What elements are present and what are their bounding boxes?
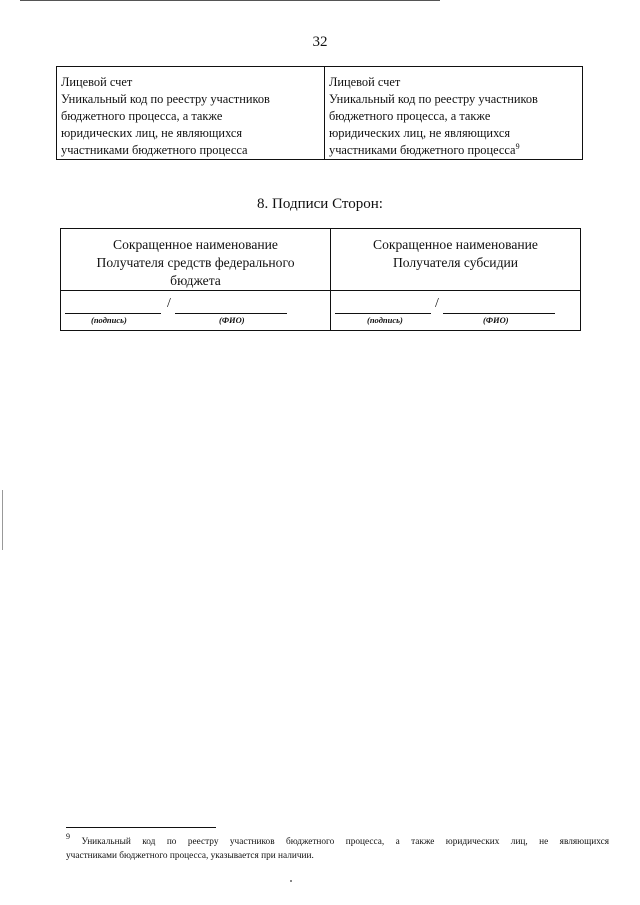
account-details-right-cell <box>325 67 582 159</box>
account-details-left-cell <box>57 67 325 159</box>
footnote <box>66 832 609 863</box>
header-line: Получателя средств федерального <box>96 255 295 270</box>
signature-line <box>65 313 161 314</box>
name-line <box>175 313 287 314</box>
account-line: Лицевой счет <box>61 75 133 89</box>
signature-caption: (подпись) <box>367 315 403 325</box>
top-rule <box>20 0 440 1</box>
account-line: Уникальный код по реестру участников <box>61 92 270 106</box>
header-line: бюджета <box>170 273 221 288</box>
header-line: Сокращенное наименование <box>373 237 538 252</box>
account-line: юридических лиц, не являющихся <box>329 126 511 140</box>
footnote-line <box>66 832 609 849</box>
account-line: бюджетного процесса, а также <box>329 109 491 123</box>
footnote-number: 9 <box>66 832 70 841</box>
footnote-rule <box>66 827 216 828</box>
account-line: Лицевой счет <box>329 75 401 89</box>
account-line: юридических лиц, не являющихся <box>61 126 243 140</box>
footnote-text: Уникальный код по реестру участников бюджетного процесса, а также юридических лиц, не являющихся <box>81 837 609 847</box>
account-line: бюджетного процесса, а также <box>61 109 223 123</box>
scan-dot <box>290 880 292 882</box>
signature-line <box>335 313 431 314</box>
federal-recipient-header <box>61 229 331 290</box>
signatures-header-row <box>61 229 580 291</box>
slash-separator: / <box>167 296 171 311</box>
name-caption: (ФИО) <box>483 315 509 325</box>
section-title: 8. Подписи Сторон: <box>257 196 383 212</box>
header-line: Сокращенное наименование <box>113 237 278 252</box>
name-line <box>443 313 555 314</box>
slash-separator: / <box>435 296 439 311</box>
signatures-table <box>60 228 581 331</box>
header-line: Получателя субсидии <box>392 255 519 270</box>
federal-recipient-signature-cell <box>61 291 331 330</box>
signature-caption: (подпись) <box>91 315 127 325</box>
account-line <box>329 142 578 159</box>
subsidy-recipient-signature-cell <box>331 291 580 330</box>
account-details-table <box>56 66 583 160</box>
scan-mark <box>2 490 3 550</box>
footnote-ref: 9 <box>515 142 520 151</box>
subsidy-recipient-header <box>331 229 580 290</box>
footnote-line: участниками бюджетного процесса, указывается при наличии. <box>66 851 314 861</box>
name-caption: (ФИО) <box>219 315 245 325</box>
account-line: участниками бюджетного процесса <box>61 143 248 157</box>
signatures-row <box>61 291 580 330</box>
account-line-text: участниками бюджетного процесса <box>329 143 516 157</box>
page-number: 32 <box>312 34 328 50</box>
account-line: Уникальный код по реестру участников <box>329 92 538 106</box>
